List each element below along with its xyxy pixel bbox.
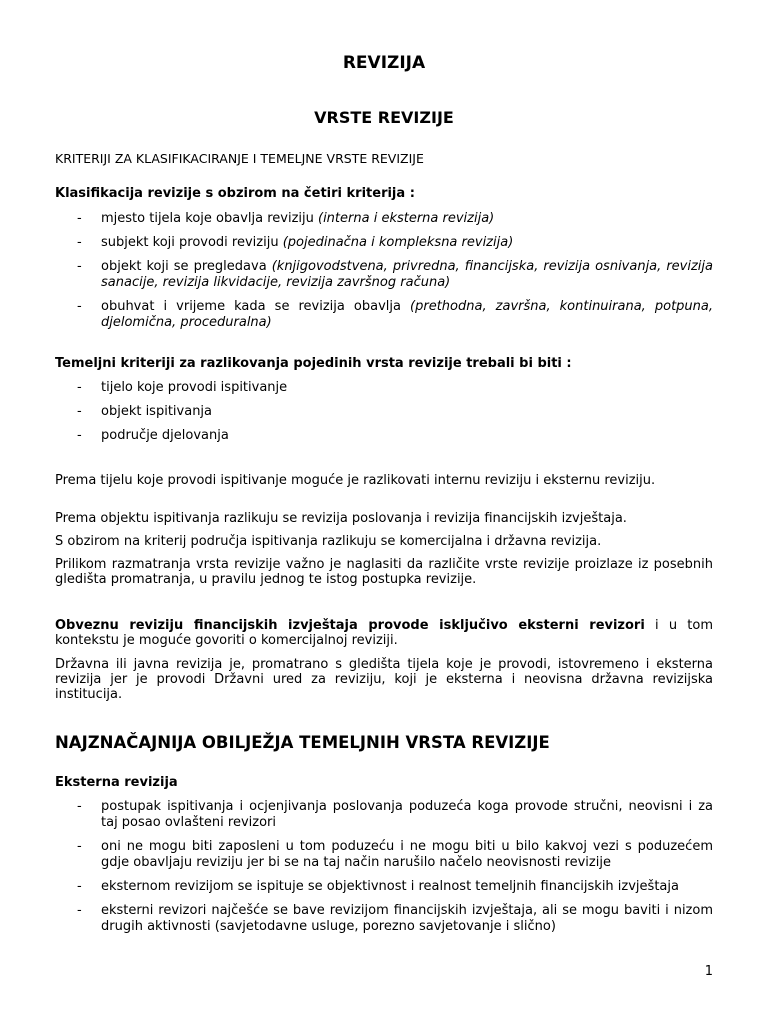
list-item: - objekt koji se pregledava (knjigovodstvena, privredna, financijska, revizija osnivanja, revizija sanacije, revizija likvidacije, revizija završnog računa) [77, 259, 713, 290]
external-revision-title: Eksterna revizija [55, 775, 178, 790]
bullet-dash: - [77, 903, 82, 918]
page-number: 1 [704, 964, 713, 979]
list-item: - oni ne mogu biti zaposleni u tom poduzeću i ne mogu biti u bilo kakvoj vezi s poduzećem gdje obavljaju reviziju jer bi se na taj način narušilo načelo neovisnosti revizije [77, 839, 713, 870]
list-item: - obuhvat i vrijeme kada se revizija obavlja (prethodna, završna, kontinuirana, potpuna, djelomična, proceduralna) [77, 299, 713, 330]
bullet-dash: - [77, 235, 82, 250]
criteria-heading: KRITERIJI ZA KLASIFIKACIRANJE I TEMELJNE VRSTE REVIZIJE [55, 151, 424, 166]
bullet-dash: - [77, 839, 82, 854]
bullet-dash: - [77, 259, 82, 274]
list-item: - područje djelovanja [77, 428, 229, 443]
paragraph: Prema objektu ispitivanja razlikuju se revizija poslovanja i revizija financijskih izvještaja. [55, 511, 627, 526]
section-subtitle: VRSTE REVIZIJE [314, 108, 454, 127]
paragraph: S obzirom na kriterij područja ispitivanja razlikuju se komercijalna i državna revizija. [55, 534, 602, 549]
section-heading: NAJZNAČAJNIJA OBILJEŽJA TEMELJNIH VRSTA REVIZIJE [55, 733, 550, 752]
bullet-dash: - [77, 299, 82, 314]
list-item: - subjekt koji provodi reviziju (pojedinačna i kompleksna revizija) [77, 235, 514, 250]
list-item: - objekt ispitivanja [77, 404, 213, 419]
bullet-dash: - [77, 380, 82, 395]
basic-criteria-list [55, 380, 713, 452]
list-item: - eksternom revizijom se ispituje se objektivnost i realnost temeljnih financijskih izvještaja [77, 879, 679, 894]
basic-criteria-lead: Temeljni kriteriji za razlikovanja pojedinih vrsta revizije trebali bi biti : [55, 356, 572, 371]
bullet-dash: - [77, 799, 82, 814]
bullet-dash: - [77, 879, 82, 894]
classification-lead: Klasifikacija revizije s obzirom na četiri kriterija : [55, 186, 415, 201]
classification-list [55, 211, 713, 339]
external-revision-list [55, 799, 713, 943]
paragraph: Prema tijelu koje provodi ispitivanje moguće je razlikovati internu reviziju i eksternu reviziju. [55, 473, 656, 488]
bullet-dash: - [77, 404, 82, 419]
document-title: REVIZIJA [342, 53, 426, 73]
list-item: - tijelo koje provodi ispitivanje [77, 380, 288, 395]
list-item: - postupak ispitivanja i ocjenjivanja poslovanja poduzeća koga provode stručni, neovisni i za taj posao ovlašteni revizori [77, 799, 713, 830]
bullet-dash: - [77, 211, 82, 226]
paragraph: Prilikom razmatranja vrsta revizije važno je naglasiti da različite vrste revizije proizlaze iz posebnih gledišta promatranja, u pravilu jednog te istog postupka revizije. [55, 557, 713, 587]
list-item: - eksterni revizori najčešće se bave revizijom financijskih izvještaja, ali se mogu baviti i nizom drugih aktivnosti (savjetodavne usluge, porezno savjetovanje i slično) [77, 903, 713, 934]
paragraph: Obveznu reviziju financijskih izvještaja provode isključivo eksterni revizori i u tom kontekstu je moguće govoriti o komercijalnoj reviziji. [55, 618, 713, 648]
list-item: - mjesto tijela koje obavlja reviziju (interna i eksterna revizija) [77, 211, 495, 226]
paragraph: Državna ili javna revizija je, promatrano s gledišta tijela koje je provodi, istovremeno i eksterna revizija jer je provodi Državni ured za reviziju, koji je eksterna i neovisna državna revizijska institucija. [55, 657, 713, 702]
bullet-dash: - [77, 428, 82, 443]
